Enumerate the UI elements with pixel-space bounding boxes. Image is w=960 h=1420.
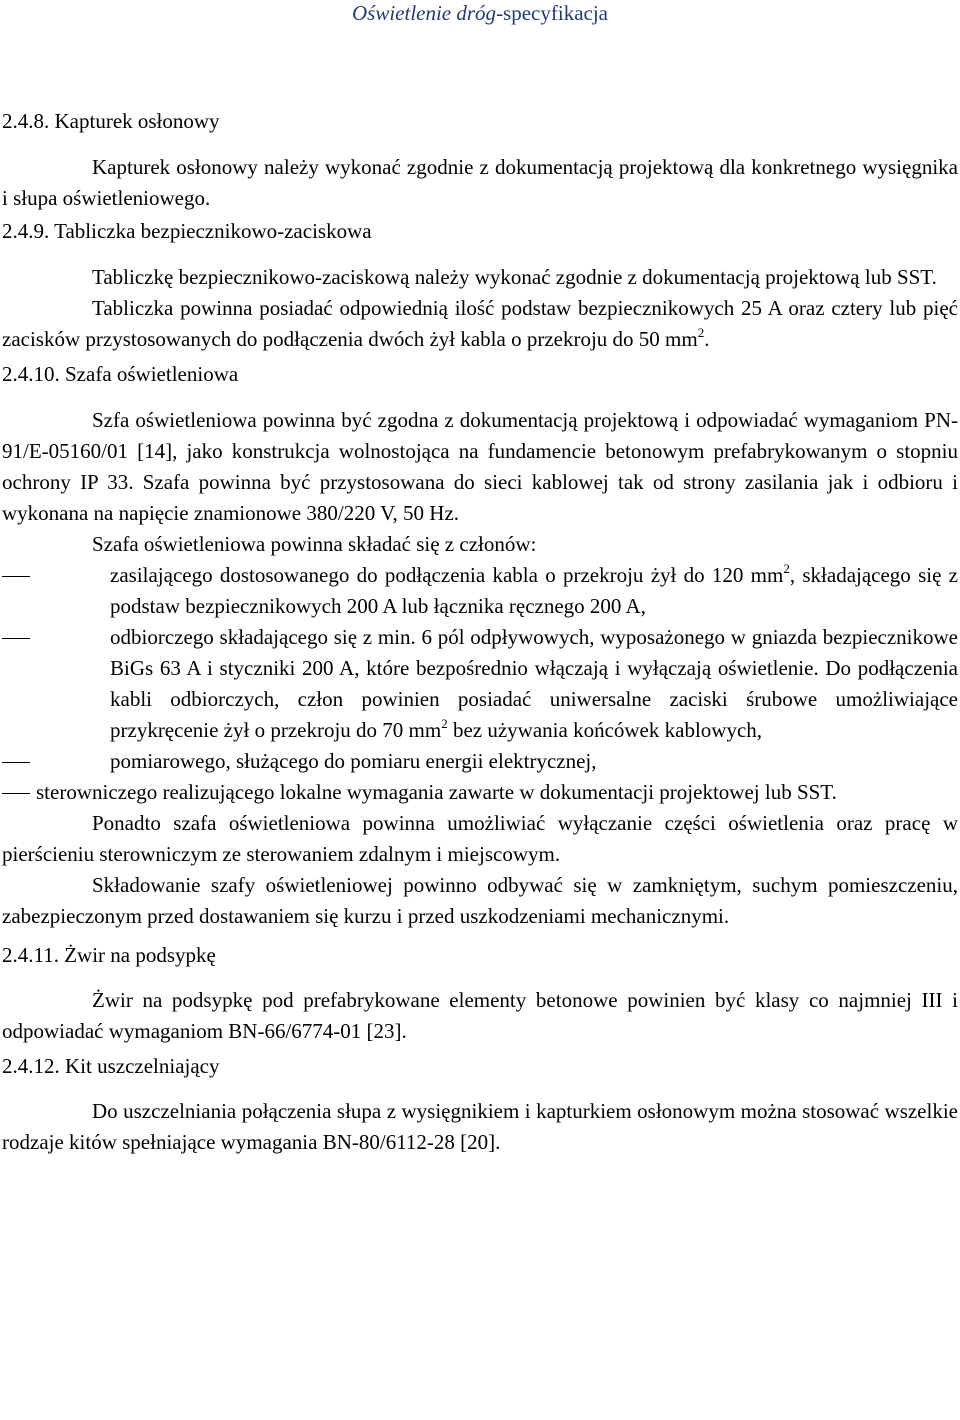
list-item bbox=[2, 560, 958, 622]
item-4-text: sterowniczego realizującego lokalne wymagania zawarte w dokumentacji projektowej lub SST. bbox=[36, 780, 837, 804]
paragraph-szafa-3: Ponadto szafa oświetleniowa powinna umożliwiać wyłączanie części oświetlenia oraz pracę w pierścieniu sterowniczym ze sterowaniem zdalnym i miejscowym. bbox=[2, 811, 958, 866]
paragraph-tabliczka-2 bbox=[2, 293, 958, 355]
section-heading-2-4-10: 2.4.10. Szafa oświetleniowa bbox=[2, 362, 239, 386]
item-1-end: , składającego się z podstaw bezpiecznikowych 200 A lub łącznika ręcznego 200 A, bbox=[110, 563, 959, 618]
dash-bullet bbox=[2, 576, 30, 577]
tabliczka-2-end: . bbox=[704, 327, 710, 351]
paragraph-kit: Do uszczelniania połączenia słupa z wysięgnikiem i kapturkiem osłonowym można stosować wszelkie rodzaje kitów spełniające wymagania BN-80/6112-28 [20]. bbox=[2, 1099, 958, 1154]
section-heading-2-4-8: 2.4.8. Kapturek osłonowy bbox=[2, 109, 220, 133]
list-item bbox=[2, 777, 958, 808]
superscript: 2 bbox=[697, 325, 705, 340]
item-2-end: bez używania końcówek kablowych, bbox=[447, 718, 763, 742]
section-heading-2-4-9: 2.4.9. Tabliczka bezpiecznikowo-zaciskowa bbox=[2, 219, 372, 243]
section-heading-2-4-11: 2.4.11. Żwir na podsypkę bbox=[2, 943, 216, 967]
superscript: 2 bbox=[783, 561, 790, 576]
paragraph-szafa-4: Składowanie szafy oświetleniowej powinno odbywać się w zamkniętym, suchym pomieszczeniu, zabezpieczonym przed dostawaniem się kurzu i przed uszkodzeniami mechanicznymi. bbox=[2, 873, 958, 928]
dash-bullet bbox=[2, 638, 30, 639]
list-item bbox=[2, 622, 958, 746]
document-body bbox=[2, 106, 958, 1158]
szafa-members-list bbox=[2, 560, 958, 808]
header-title-rest: -specyfikacja bbox=[496, 1, 608, 25]
tabliczka-2-text: Tabliczka powinna posiadać odpowiednią ilość podstaw bezpiecznikowych 25 A oraz cztery lub pięć zacisków przystosowanych do podłączenia dwóch żył kabla o przekroju do 50 mm bbox=[2, 296, 958, 351]
dash-bullet bbox=[2, 762, 30, 763]
dash-bullet bbox=[2, 793, 30, 794]
item-1-text: zasilającego dostosowanego do podłączenia kabla o przekroju żył do 120 mm bbox=[110, 563, 784, 587]
paragraph-kapturek: Kapturek osłonowy należy wykonać zgodnie z dokumentacją projektową dla konkretnego wysięgnika i słupa oświetleniowego. bbox=[2, 155, 958, 210]
paragraph-szafa-1: Szfa oświetleniowa powinna być zgodna z dokumentacją projektową i odpowiadać wymaganiom PN-91/E-05160/01 [14], jako konstrukcja wolnostojąca na fundamencie betonowym prefabrykowanym o stopniu ochrony IP 33. Szafa powinna być przystosowana do sieci kablowej tak od strony zasilania jak i odbioru i wykonana na napięcie znamionowe 380/220 V, 50 Hz. bbox=[2, 408, 958, 525]
page-header bbox=[0, 1, 960, 25]
paragraph-szafa-2: Szafa oświetleniowa powinna składać się z członów: bbox=[92, 532, 537, 556]
paragraph-tabliczka-1: Tabliczkę bezpiecznikowo-zaciskową należy wykonać zgodnie z dokumentacją projektową lub SST. bbox=[92, 265, 937, 289]
list-item bbox=[2, 746, 958, 777]
item-2-text: odbiorczego składającego się z min. 6 pól odpływowych, wyposażonego w gniazda bezpiecznikowe BiGs 63 A i styczniki 200 A, które bezpośrednio włączają i wyłączają oświetlenie. Do podłączenia kabli odbiorczych, człon powinien posiadać uniwersalne zaciski śrubowe umożliwiające przykręcenie żył o przekroju do 70 mm bbox=[110, 625, 958, 742]
superscript: 2 bbox=[441, 716, 448, 731]
item-3-text: pomiarowego, służącego do pomiaru energii elektrycznej, bbox=[110, 749, 597, 773]
paragraph-zwir: Żwir na podsypkę pod prefabrykowane elementy betonowe powinien być klasy co najmniej III i odpowiadać wymaganiom BN-66/6774-01 [23]. bbox=[2, 988, 958, 1043]
header-title-italic: Oświetlenie dróg bbox=[351, 1, 497, 25]
section-heading-2-4-12: 2.4.12. Kit uszczelniający bbox=[2, 1054, 220, 1078]
